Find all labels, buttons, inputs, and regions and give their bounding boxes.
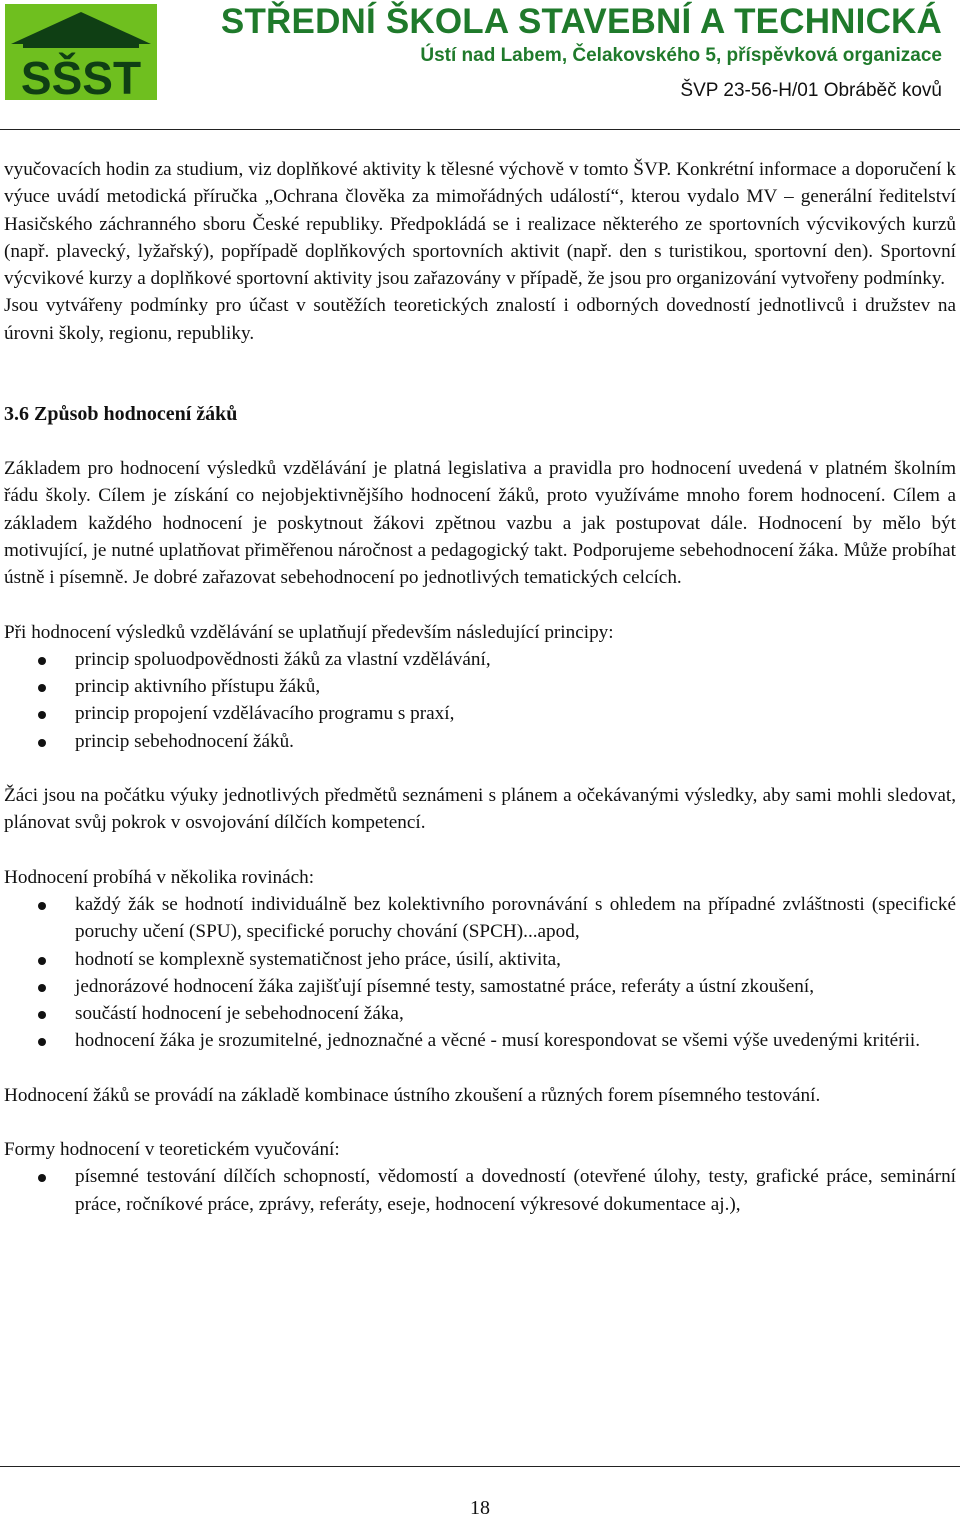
list-intro: Formy hodnocení v teoretickém vyučování: — [4, 1139, 340, 1161]
bullet-icon — [38, 957, 46, 965]
forms-list — [4, 1163, 956, 1218]
list-item: každý žák se hodnotí individuálně bez kolektivního porovnávání s ohledem na případné zvláštnosti (specifické poruchy učení (SPU), specifické poruchy chování (SPCH)...apod, — [4, 891, 956, 946]
bullet-icon — [38, 1174, 46, 1182]
bullet-icon — [38, 1038, 46, 1046]
bullet-icon — [38, 902, 46, 910]
section-heading: 3.6 Způsob hodnocení žáků — [4, 403, 238, 426]
bullet-icon — [38, 684, 46, 692]
bullet-icon — [38, 657, 46, 665]
list-item: princip sebehodnocení žáků. — [4, 728, 956, 755]
school-address: Ústí nad Labem, Čelakovského 5, příspěvková organizace — [420, 45, 942, 66]
program-code: ŠVP 23-56-H/01 Obráběč kovů — [680, 80, 942, 101]
list-intro: Hodnocení probíhá v několika rovinách: — [4, 866, 315, 888]
paragraph: Hodnocení žáků se provádí na základě kombinace ústního zkoušení a různých forem písemného testování. — [4, 1084, 821, 1106]
list-item: součástí hodnocení je sebehodnocení žáka, — [4, 1000, 956, 1027]
bullet-icon — [38, 984, 46, 992]
list-intro: Při hodnocení výsledků vzdělávání se uplatňují především následující principy: — [4, 621, 614, 643]
principles-list — [4, 646, 956, 755]
paragraph: Základem pro hodnocení výsledků vzdělávání je platná legislativa a pravidla pro hodnocení uvedená v platném školním řádu školy. Cílem je získání co nejobjektivnějšího hodnocení žáků, proto využíváme mnoho forem hodnocení. Cílem a základem každého hodnocení je poskytnout žákovi zpětnou vazbu a jak postupovat dále. Hodnocení by mělo být motivující, je nutné uplatňovat přiměřenou náročnost a pedagogický takt. Podporujeme sebehodnocení žáka. Může probíhat ústně i písemně. Je dobré zařazovat sebehodnocení po jednotlivých tematických celcích. — [4, 458, 956, 589]
footer-divider — [0, 1466, 960, 1467]
bullet-icon — [38, 711, 46, 719]
header-divider — [0, 129, 960, 130]
school-name: STŘEDNÍ ŠKOLA STAVEBNÍ A TECHNICKÁ — [220, 2, 942, 41]
page-number: 18 — [470, 1497, 490, 1519]
page-content — [4, 156, 956, 1218]
list-item: princip aktivního přístupu žáků, — [4, 673, 956, 700]
paragraph: Žáci jsou na počátku výuky jednotlivých předmětů seznámeni s plánem a očekávanými výsledky, aby sami mohli sledovat, plánovat svůj pokrok v osvojování dílčích kompetencí. — [4, 785, 956, 834]
paragraph: Jsou vytvářeny podmínky pro účast v soutěžích teoretických znalostí i odborných dovedností jednotlivců i družstev na úrovni školy, regionu, republiky. — [4, 295, 956, 344]
list-item: princip spoluodpovědnosti žáků za vlastní vzdělávání, — [4, 646, 956, 673]
page-header — [0, 0, 960, 108]
list-item: hodnocení žáka je srozumitelné, jednoznačné a věcné - musí korespondovat se všemi výše uvedenými kritérii. — [4, 1027, 956, 1054]
paragraph: vyučovacích hodin za studium, viz doplňkové aktivity k tělesné výchově v tomto ŠVP. Konkrétní informace a doporučení k výuce uvádí metodická příručka „Ochrana člověka za mimořádných událostí“, kterou vydalo MV – generální ředitelství Hasičského záchranného sboru České republiky. Předpokládá se i realizace některého ze sportovních výcvikových kurzů (např. plavecký, lyžařský), popřípadě doplňkových sportovních aktivit (např. den s turistikou, sportovní den). Sportovní výcvikové kurzy a doplňkové sportovní aktivity jsou zařazovány v případě, že jsou pro organizování vytvořeny podmínky. — [4, 159, 956, 290]
levels-list — [4, 891, 956, 1055]
school-logo — [3, 2, 159, 102]
list-item: princip propojení vzdělávacího programu s praxí, — [4, 700, 956, 727]
list-item: jednorázové hodnocení žáka zajišťují písemné testy, samostatné práce, referáty a ústní zkoušení, — [4, 973, 956, 1000]
logo-lettering: SŠST — [20, 52, 142, 102]
list-item: hodnotí se komplexně systematičnost jeho práce, úsilí, aktivita, — [4, 946, 956, 973]
list-item: písemné testování dílčích schopností, vědomostí a dovedností (otevřené úlohy, testy, grafické práce, seminární práce, ročníkové práce, zprávy, referáty, eseje, hodnocení výkresové dokumentace aj.), — [4, 1163, 956, 1218]
bullet-icon — [38, 739, 46, 747]
bullet-icon — [38, 1011, 46, 1019]
